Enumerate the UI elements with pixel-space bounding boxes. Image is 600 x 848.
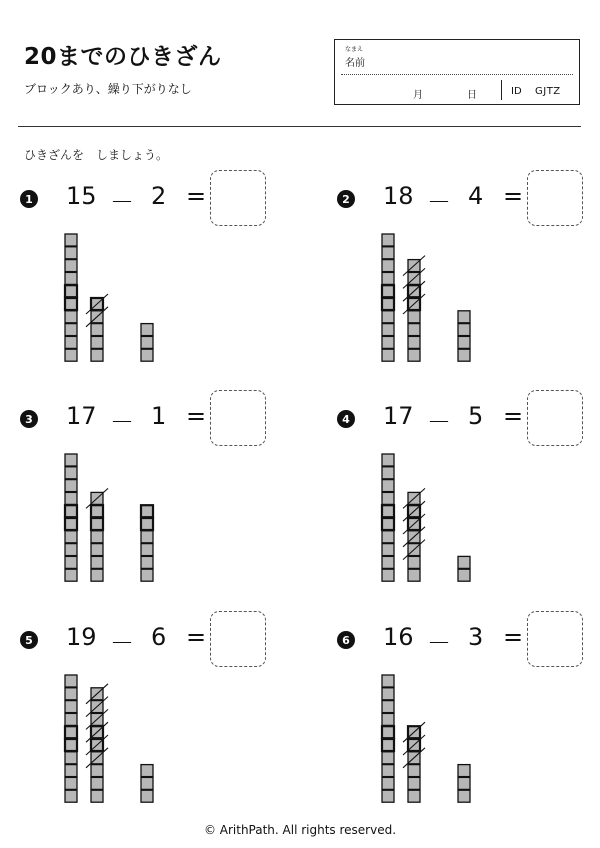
- tens-block: [65, 492, 77, 504]
- subtrahend: 6: [151, 623, 167, 651]
- tens-block: [382, 285, 394, 297]
- minuend: 15: [66, 182, 97, 210]
- problem-1: [20, 170, 300, 380]
- tens-block: [65, 298, 77, 310]
- tens-block: [65, 701, 77, 713]
- id-label: ID: [511, 86, 522, 97]
- tens-block: [382, 790, 394, 802]
- result-block: [141, 765, 153, 777]
- tens-block: [65, 324, 77, 336]
- tens-block: [65, 713, 77, 725]
- tens-block: [382, 556, 394, 568]
- minus-sign: －: [110, 188, 134, 216]
- problem-2: [337, 170, 600, 380]
- name-box: [334, 39, 580, 105]
- tens-block: [382, 777, 394, 789]
- block-diagram: [20, 390, 140, 590]
- answer-box[interactable]: [210, 611, 266, 667]
- tens-block: [65, 260, 77, 272]
- tens-block: [65, 518, 77, 530]
- tens-block: [382, 324, 394, 336]
- tens-block: [65, 480, 77, 492]
- tens-block: [65, 688, 77, 700]
- tens-block: [382, 467, 394, 479]
- result-block: [458, 569, 470, 581]
- result-block: [458, 324, 470, 336]
- id-code: GJTZ: [535, 86, 561, 97]
- result-block: [458, 349, 470, 361]
- ones-block: [91, 777, 103, 789]
- name-furigana: なまえ: [345, 46, 364, 53]
- ones-block: [408, 777, 420, 789]
- tens-block: [65, 726, 77, 738]
- result-block: [141, 518, 153, 530]
- minuend: 18: [383, 182, 414, 210]
- tens-block: [65, 311, 77, 323]
- equals-sign: =: [186, 623, 207, 651]
- tens-block: [65, 285, 77, 297]
- tens-block: [382, 739, 394, 751]
- equals-sign: =: [186, 402, 207, 430]
- subtrahend: 2: [151, 182, 167, 210]
- tens-block: [65, 544, 77, 556]
- subtrahend: 3: [468, 623, 484, 651]
- tens-block: [382, 349, 394, 361]
- problem-number-badge: 2: [337, 190, 355, 208]
- result-block: [458, 311, 470, 323]
- tens-block: [65, 247, 77, 259]
- result-block: [458, 765, 470, 777]
- result-block: [141, 569, 153, 581]
- tens-block: [65, 531, 77, 543]
- ones-block: [408, 336, 420, 348]
- tens-block: [382, 518, 394, 530]
- tens-block: [382, 272, 394, 284]
- tens-block: [65, 349, 77, 361]
- minus-sign: －: [427, 629, 451, 657]
- tens-block: [65, 336, 77, 348]
- tens-block: [65, 739, 77, 751]
- problem-3: [20, 390, 300, 600]
- result-block: [458, 336, 470, 348]
- ones-block: [91, 336, 103, 348]
- tens-block: [65, 234, 77, 246]
- tens-block: [382, 544, 394, 556]
- ones-block: [408, 311, 420, 323]
- tens-block: [382, 726, 394, 738]
- id-separator: [501, 80, 502, 100]
- ones-block: [91, 324, 103, 336]
- ones-block: [408, 765, 420, 777]
- tens-block: [382, 492, 394, 504]
- equals-sign: =: [503, 402, 524, 430]
- ones-block: [408, 324, 420, 336]
- result-block: [141, 531, 153, 543]
- result-block: [141, 556, 153, 568]
- ones-block: [91, 569, 103, 581]
- ones-block: [91, 349, 103, 361]
- block-diagram: [20, 611, 140, 811]
- copyright-footer: © ArithPath. All rights reserved.: [203, 823, 397, 837]
- block-diagram: [337, 390, 457, 590]
- tens-block: [382, 531, 394, 543]
- tens-block: [382, 298, 394, 310]
- ones-block: [91, 556, 103, 568]
- problem-4: [337, 390, 600, 600]
- name-label: 名前: [345, 58, 365, 69]
- result-block: [141, 777, 153, 789]
- tens-block: [382, 234, 394, 246]
- worksheet-subtitle: ブロックあり、繰り下がりなし: [24, 82, 192, 96]
- result-block: [141, 544, 153, 556]
- tens-block: [65, 467, 77, 479]
- tens-block: [65, 505, 77, 517]
- answer-box[interactable]: [210, 170, 266, 226]
- answer-box[interactable]: [527, 390, 583, 446]
- ones-block: [408, 556, 420, 568]
- result-block: [141, 505, 153, 517]
- result-block: [458, 777, 470, 789]
- result-block: [141, 349, 153, 361]
- problem-number-badge: 3: [20, 410, 38, 428]
- tens-block: [65, 556, 77, 568]
- result-block: [141, 790, 153, 802]
- minus-sign: －: [110, 408, 134, 436]
- problem-number-badge: 4: [337, 410, 355, 428]
- problem-number-badge: 1: [20, 190, 38, 208]
- ones-block: [408, 349, 420, 361]
- tens-block: [382, 713, 394, 725]
- result-block: [458, 556, 470, 568]
- ones-block: [91, 765, 103, 777]
- tens-block: [382, 260, 394, 272]
- minus-sign: －: [110, 629, 134, 657]
- equals-sign: =: [503, 182, 524, 210]
- problem-5: [20, 611, 300, 821]
- tens-block: [65, 454, 77, 466]
- tens-block: [382, 247, 394, 259]
- subtrahend: 5: [468, 402, 484, 430]
- problem-number-badge: 5: [20, 631, 38, 649]
- result-block: [458, 790, 470, 802]
- tens-block: [382, 336, 394, 348]
- ones-block: [91, 531, 103, 543]
- minuend: 17: [383, 402, 414, 430]
- tens-block: [65, 752, 77, 764]
- minus-sign: －: [427, 188, 451, 216]
- month-label: 月: [413, 90, 423, 101]
- tens-block: [65, 272, 77, 284]
- tens-block: [65, 777, 77, 789]
- tens-block: [65, 790, 77, 802]
- name-dotted-line: [341, 74, 573, 75]
- subtrahend: 1: [151, 402, 167, 430]
- minuend: 17: [66, 402, 97, 430]
- problem-number-badge: 6: [337, 631, 355, 649]
- tens-block: [382, 311, 394, 323]
- tens-block: [65, 765, 77, 777]
- ones-block: [91, 790, 103, 802]
- header-divider: [18, 126, 581, 127]
- minuend: 19: [66, 623, 97, 651]
- tens-block: [65, 569, 77, 581]
- ones-block: [91, 518, 103, 530]
- worksheet-title: 20までのひきざん: [24, 44, 222, 70]
- tens-block: [65, 675, 77, 687]
- tens-block: [382, 701, 394, 713]
- answer-box[interactable]: [527, 611, 583, 667]
- tens-block: [382, 505, 394, 517]
- equals-sign: =: [503, 623, 524, 651]
- instruction-text: ひきざんを しましょう。: [24, 148, 169, 162]
- block-diagram: [337, 611, 457, 811]
- minus-sign: －: [427, 408, 451, 436]
- ones-block: [91, 505, 103, 517]
- answer-box[interactable]: [210, 390, 266, 446]
- tens-block: [382, 480, 394, 492]
- result-block: [141, 324, 153, 336]
- tens-block: [382, 454, 394, 466]
- problem-6: [337, 611, 600, 821]
- tens-block: [382, 569, 394, 581]
- tens-block: [382, 675, 394, 687]
- ones-block: [408, 569, 420, 581]
- ones-block: [91, 544, 103, 556]
- answer-box[interactable]: [527, 170, 583, 226]
- result-block: [141, 336, 153, 348]
- block-diagram: [337, 170, 457, 370]
- tens-block: [382, 752, 394, 764]
- tens-block: [382, 765, 394, 777]
- block-diagram: [20, 170, 140, 370]
- minuend: 16: [383, 623, 414, 651]
- day-label: 日: [467, 90, 477, 101]
- tens-block: [382, 688, 394, 700]
- ones-block: [408, 790, 420, 802]
- equals-sign: =: [186, 182, 207, 210]
- subtrahend: 4: [468, 182, 484, 210]
